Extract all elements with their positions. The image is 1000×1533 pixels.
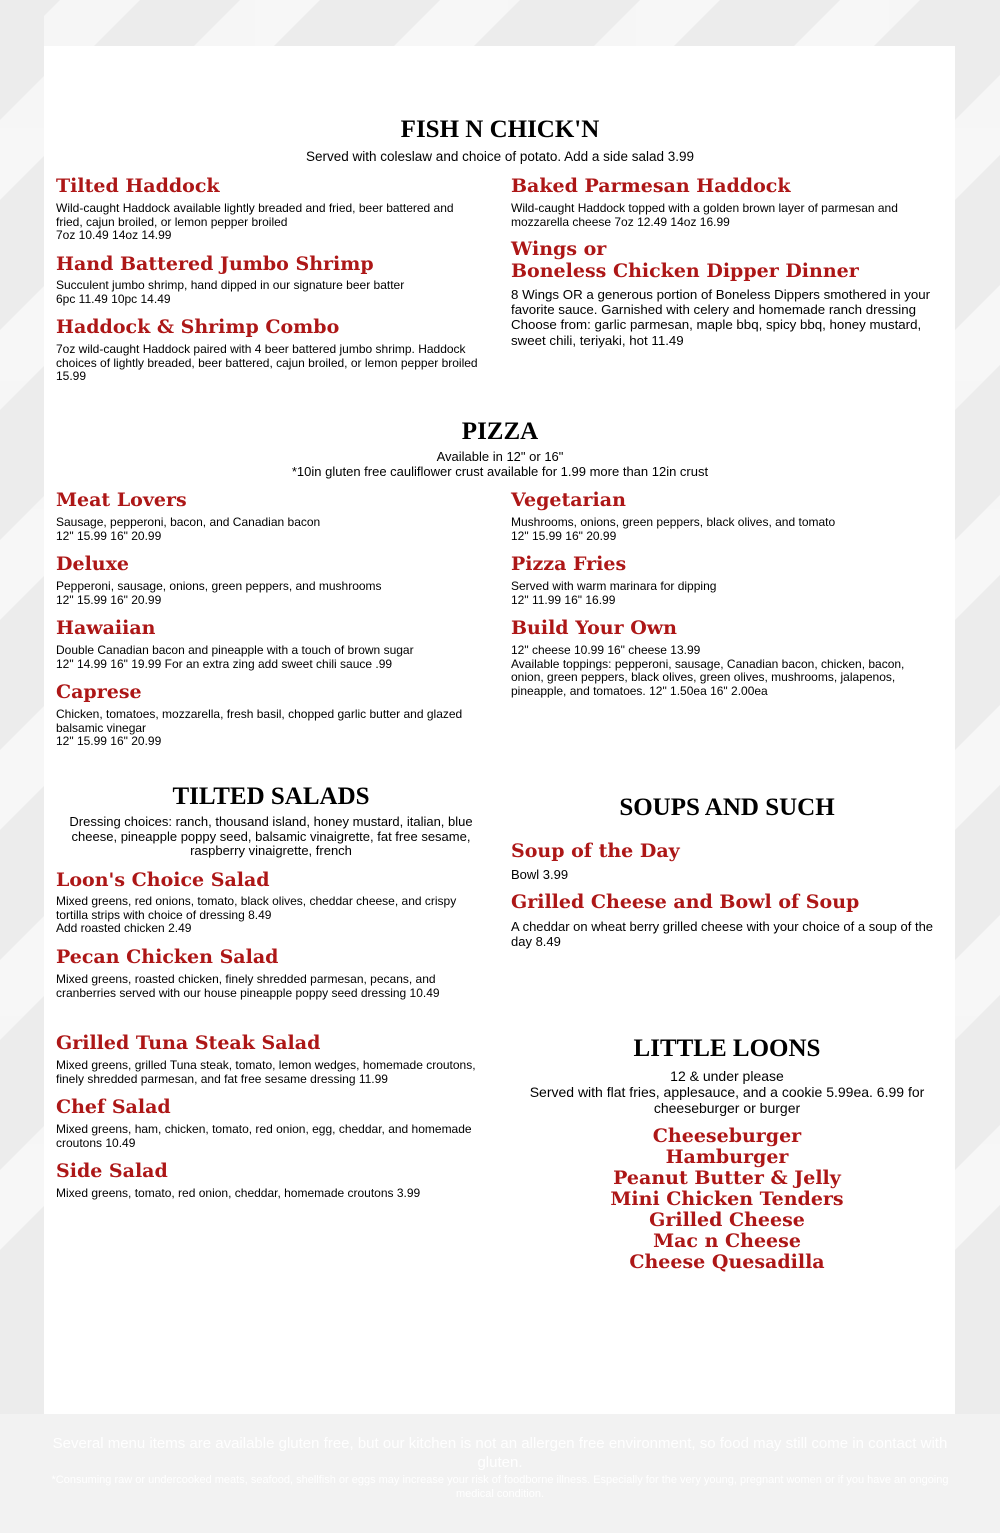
list-item: Cheese Quesadilla bbox=[629, 1251, 825, 1273]
soups-section-title: SOUPS AND SUCH bbox=[619, 794, 835, 821]
menu-item-description: Chicken, tomatoes, mozzarella, fresh basil, chopped garlic butter and glazed balsamic vinegar 12" 15.99 16" 20.99 bbox=[56, 707, 463, 749]
pizza-section-subtitle: Available in 12" or 16" *10in gluten free cauliflower crust available for 1.99 more than 12in crust bbox=[291, 449, 709, 479]
menu-item-description: Served with warm marinara for dipping 12" 11.99 16" 16.99 bbox=[511, 579, 717, 607]
menu-item-description: 12" cheese 10.99 16" cheese 13.99 Available toppings: pepperoni, sausage, Canadian bacon, chicken, bacon, onion, green peppers, black olives, green olives, mushrooms, jalapenos, pineapple, and tomatoes. 12" 1.50ea 16" 2.00ea bbox=[511, 643, 905, 698]
pizza-section-title: PIZZA bbox=[461, 418, 539, 445]
menu-item-name: Deluxe bbox=[56, 553, 130, 575]
menu-item-name: Chef Salad bbox=[56, 1096, 171, 1118]
menu-item-name: Side Salad bbox=[56, 1160, 168, 1182]
list-item: Mac n Cheese bbox=[653, 1230, 801, 1252]
menu-item-name: Build Your Own bbox=[511, 617, 677, 639]
menu-item-name: Baked Parmesan Haddock bbox=[511, 175, 791, 197]
menu-item-name: Loon's Choice Salad bbox=[56, 869, 270, 891]
menu-item-description: 7oz wild-caught Haddock paired with 4 beer battered jumbo shrimp. Haddock choices of lightly breaded, beer battered, cajun broiled, or lemon pepper broiled 15.99 bbox=[56, 342, 478, 384]
kids-section-subtitle: 12 & under please Served with flat fries, applesauce, and a cookie 5.99ea. 6.99 for cheeseburger or burger bbox=[529, 1068, 925, 1116]
list-item: Hamburger bbox=[665, 1146, 789, 1168]
menu-item-description: Wild-caught Haddock topped with a golden brown layer of parmesan and mozzarella cheese 7oz 12.49 14oz 16.99 bbox=[511, 201, 898, 229]
menu-item-description: Succulent jumbo shrimp, hand dipped in our signature beer batter 6pc 11.49 10pc 14.49 bbox=[56, 278, 405, 306]
menu-item-description: Mixed greens, tomato, red onion, cheddar, homemade croutons 3.99 bbox=[56, 1186, 421, 1200]
menu-item-name: Tilted Haddock bbox=[56, 175, 220, 197]
menu-item-description: Wild-caught Haddock available lightly breaded and fried, beer battered and fried, cajun broiled, or lemon pepper broiled 7oz 10.49 14oz 14.99 bbox=[56, 201, 454, 243]
menu-item-description: Mixed greens, red onions, tomato, black olives, cheddar cheese, and crispy tortilla strips with choice of dressing 8.49 Add roasted chicken 2.49 bbox=[56, 894, 457, 936]
fish-section-title: FISH N CHICK'N bbox=[400, 116, 600, 143]
menu-item-name: Wings or Boneless Chicken Dipper Dinner bbox=[511, 238, 859, 282]
menu-item-name: Hawaiian bbox=[56, 617, 156, 639]
menu-item-description: A cheddar on wheat berry grilled cheese with your choice of a soup of the day 8.49 bbox=[511, 919, 934, 949]
menu-item-name: Grilled Tuna Steak Salad bbox=[56, 1032, 321, 1054]
menu-item-description: Double Canadian bacon and pineapple with a touch of brown sugar 12" 14.99 16" 19.99 For an extra zing add sweet chili sauce .99 bbox=[56, 643, 414, 671]
kids-menu-list bbox=[511, 1126, 943, 1273]
menu-item-name: Hand Battered Jumbo Shrimp bbox=[56, 253, 374, 275]
consumption-warning: *Consuming raw or undercooked meats, seafood, shellfish or eggs may increase your risk of foodborne illness. Especially for the very young, pregnant women or if you have an ongoing medical condition. bbox=[51, 1474, 949, 1500]
salads-section-title: TILTED SALADS bbox=[172, 783, 370, 810]
fish-section-subtitle: Served with coleslaw and choice of potato. Add a side salad 3.99 bbox=[306, 149, 694, 164]
menu-item-description: 8 Wings OR a generous portion of Boneless Dippers smothered in your favorite sauce. Garnished with celery and homemade ranch dressing Choose from: garlic parmesan, maple bbq, spicy bbq, honey mustard, sweet chili, teriyaki, hot 11.49 bbox=[511, 287, 931, 348]
menu-item-description: Mixed greens, roasted chicken, finely shredded parmesan, pecans, and cranberries served with our house pineapple poppy seed dressing 10.49 bbox=[56, 972, 440, 1000]
salads-section-subtitle: Dressing choices: ranch, thousand island, honey mustard, italian, blue cheese, pineapple poppy seed, balsamic vinaigrette, fat free sesame, raspberry vinaigrette, french bbox=[69, 814, 473, 858]
menu-item-description: Mushrooms, onions, green peppers, black olives, and tomato 12" 15.99 16" 20.99 bbox=[511, 515, 836, 543]
menu-item-name: Pecan Chicken Salad bbox=[56, 946, 279, 968]
menu-item-name: Caprese bbox=[56, 681, 142, 703]
menu-item-description: Pepperoni, sausage, onions, green peppers, and mushrooms 12" 15.99 16" 20.99 bbox=[56, 579, 382, 607]
menu-item-name: Vegetarian bbox=[511, 489, 626, 511]
menu-item-name: Grilled Cheese and Bowl of Soup bbox=[511, 891, 860, 913]
menu-item-name: Soup of the Day bbox=[511, 840, 680, 862]
list-item: Grilled Cheese bbox=[649, 1209, 805, 1231]
menu-item-name: Meat Lovers bbox=[56, 489, 187, 511]
menu-item-description: Bowl 3.99 bbox=[511, 867, 569, 882]
kids-section-title: LITTLE LOONS bbox=[633, 1035, 821, 1062]
menu-item-name: Haddock & Shrimp Combo bbox=[56, 316, 340, 338]
list-item: Mini Chicken Tenders bbox=[610, 1188, 844, 1210]
list-item: Peanut Butter & Jelly bbox=[613, 1167, 841, 1189]
menu-item-description: Mixed greens, grilled Tuna steak, tomato, lemon wedges, homemade croutons, finely shredded parmesan, and fat free sesame dressing 11.99 bbox=[56, 1058, 476, 1086]
gluten-notice: Several menu items are available gluten free, but our kitchen is not an allergen free environment, so food may still come in contact with gluten. bbox=[52, 1435, 948, 1471]
menu-item-description: Sausage, pepperoni, bacon, and Canadian bacon 12" 15.99 16" 20.99 bbox=[56, 515, 321, 543]
menu-item-description: Mixed greens, ham, chicken, tomato, red onion, egg, cheddar, and homemade croutons 10.49 bbox=[56, 1122, 472, 1150]
list-item: Cheeseburger bbox=[652, 1125, 802, 1147]
menu-item-name: Pizza Fries bbox=[511, 553, 627, 575]
footer bbox=[0, 1414, 1000, 1533]
